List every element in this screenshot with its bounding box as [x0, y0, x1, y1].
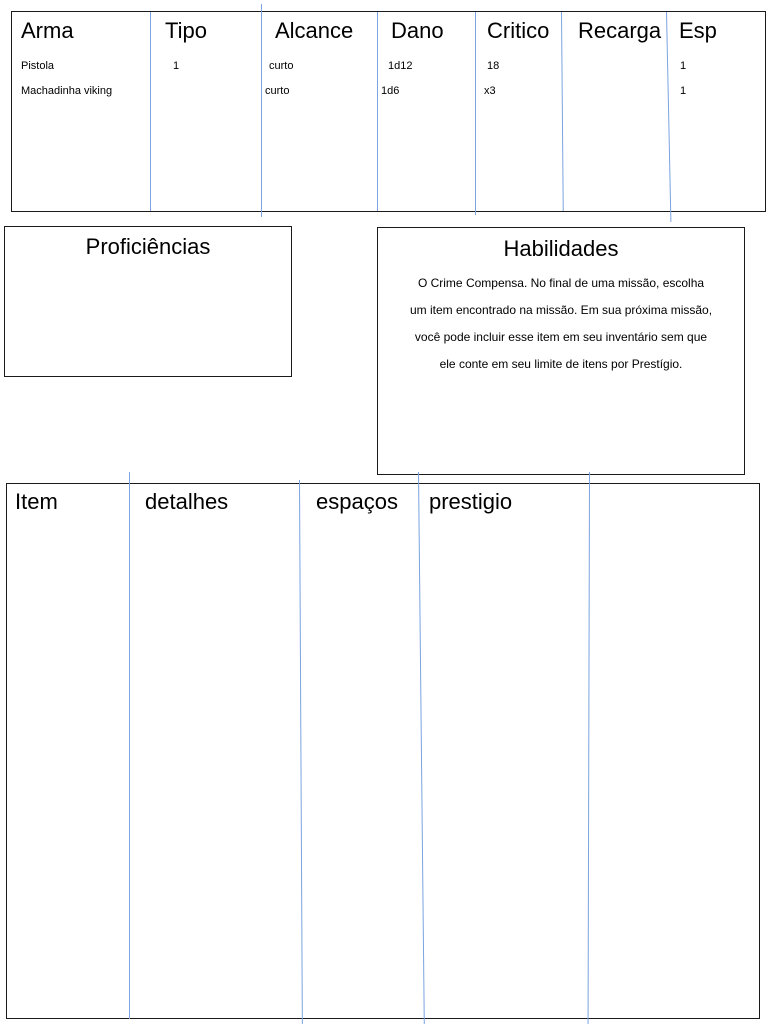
weapon-header-critico: Critico: [487, 18, 550, 43]
inventory-header-item: Item: [15, 489, 58, 514]
weapon-dano: 1d6: [381, 85, 400, 97]
inventory-header-prestigio: prestigio: [429, 489, 513, 514]
inventory-header-espacos: espaços: [316, 489, 398, 514]
weapon-esp: 1: [680, 85, 687, 97]
weapon-header-alcance: Alcance: [275, 18, 354, 43]
column-divider: [129, 472, 130, 1019]
weapon-critico: 18: [487, 60, 500, 72]
proficiencies-box: [4, 226, 292, 377]
column-divider: [377, 12, 378, 211]
inventory-header-detalhes: detalhes: [145, 489, 229, 514]
weapon-esp: 1: [680, 60, 687, 72]
weapon-header-recarga: Recarga: [578, 18, 662, 43]
proficiencies-title: Proficiências: [85, 234, 211, 259]
weapon-alcance: curto: [265, 85, 290, 97]
weapon-dano: 1d12: [388, 60, 413, 72]
column-divider: [475, 12, 476, 215]
weapon-alcance: curto: [269, 60, 294, 72]
abilities-text: O Crime Compensa. No final de uma missão, escolha um item encontrado na missão. Em sua próxima missão, você pode incluir esse item em seu inventário sem que ele conte em seu limite de itens por Prestígio.: [409, 276, 713, 371]
abilities-title: Habilidades: [503, 236, 619, 261]
weapon-critico: x3: [484, 85, 496, 97]
weapon-header-dano: Dano: [391, 18, 444, 43]
weapon-tipo: 1: [173, 60, 180, 72]
weapon-name: Pistola: [21, 60, 55, 72]
weapon-header-tipo: Tipo: [165, 18, 207, 43]
abilities-box: [377, 227, 745, 475]
weapon-header-esp: Esp: [679, 18, 717, 43]
weapon-header-arma: Arma: [21, 18, 74, 43]
column-divider: [150, 12, 151, 211]
inventory-table: [6, 483, 760, 1019]
weapon-name: Machadinha viking: [21, 85, 113, 97]
column-divider: [261, 4, 262, 217]
